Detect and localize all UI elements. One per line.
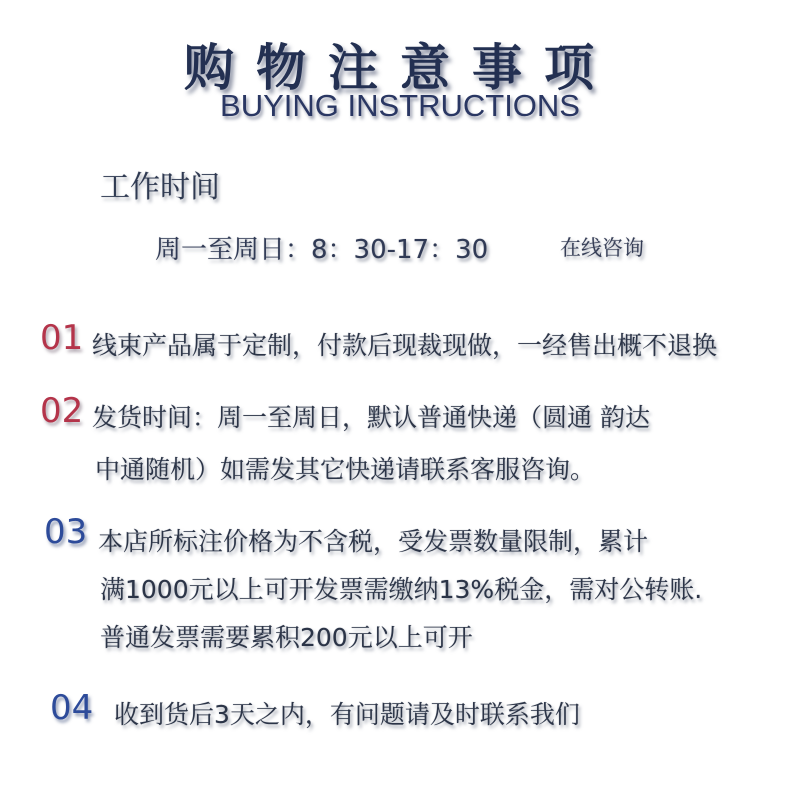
- item-text-line: 普通发票需要累积200元以上可开: [100, 623, 473, 652]
- item-text-line: 发货时间：周一至周日，默认普通快递（圆通 韵达: [92, 403, 650, 432]
- work-hours-text: 周一至周日：8：30-17：30: [155, 235, 489, 265]
- page-subtitle: BUYING INSTRUCTIONS: [220, 88, 580, 123]
- item-text-line: 收到货后3天之内，有问题请及时联系我们: [114, 700, 580, 729]
- item-number: 04: [50, 688, 94, 728]
- page-title: 购物注意事项: [184, 39, 616, 97]
- item-number: 02: [40, 391, 84, 431]
- item-text-line: 线束产品属于定制，付款后现裁现做，一经售出概不退换: [92, 331, 718, 360]
- item-text-line: 本店所标注价格为不含税，受发票数量限制，累计: [98, 527, 649, 556]
- item-text-line: 中通随机）如需发其它快递请联系客服咨询。: [95, 455, 596, 484]
- item-number: 03: [44, 512, 88, 552]
- item-number: 01: [40, 318, 84, 358]
- work-hours-title: 工作时间: [100, 170, 220, 205]
- online-consult-text: 在线咨询: [560, 236, 644, 260]
- item-text-line: 满1000元以上可开发票需缴纳13%税金，需对公转账.: [100, 575, 703, 604]
